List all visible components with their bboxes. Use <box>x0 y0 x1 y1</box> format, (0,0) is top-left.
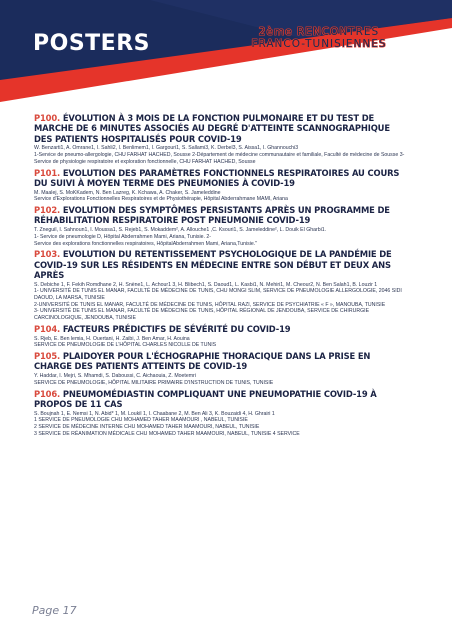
poster-affiliation: 1- UNIVERSITÉ DE TUNIS EL MANAR, FACULTÉ DE MÉDECINE DE TUNIS, CHU MONGI SLIM, SERVICE DE PNEUMOLOGIE ALLERGOLOGIE, 2046 SIDI DAOUD, LA MARSA, TUNISIE <box>34 288 402 301</box>
poster-affiliation: Service des explorations fonctionnelles respiratoires, HôpitalAbderrahmen Mami, Ariana,Tunisie." <box>34 240 258 247</box>
poster-number: P103. <box>34 249 61 260</box>
poster-title <box>34 205 408 226</box>
poster-entry <box>34 351 408 387</box>
poster-number: P104. <box>34 323 61 334</box>
poster-list <box>34 113 408 439</box>
event-title <box>234 26 404 65</box>
poster-affiliation: 1 SERVICE DE PNEUMOLOGIE CHU MOHAMED TAHER MAAMOURI , NABEUL, TUNISIE <box>34 417 248 424</box>
poster-title <box>34 389 408 410</box>
poster-title <box>34 168 408 189</box>
poster-title <box>34 249 408 280</box>
poster-affiliation: 1-Service de pneumo-allergologie, CHU FARHAT HACHED, Sousse 2-Département de médecine communautaire et familiale, Faculté de médecine de Sousse 3-Service de physiologie respiratoire et exploration fonctionnelle, CHU FARHAT HACHED, Sousse <box>34 152 405 165</box>
poster-number: P106. <box>34 388 61 399</box>
poster-entry <box>34 168 408 204</box>
page-number: Page 17 <box>32 604 77 617</box>
poster-authors: S. Boujnah 1, E. Nemsi 1, N. Abid* 1, M. Loukil 1, I. Chaabane 2, M. Ben Ali 3, K. Bouzaidi 4, H. Ghrairi 1 <box>34 410 275 417</box>
poster-entry <box>34 389 408 438</box>
page-header <box>0 0 452 102</box>
poster-entry <box>34 324 408 349</box>
event-title-line1: 2ème RENCONTRES <box>258 26 380 38</box>
poster-number: P105. <box>34 351 61 362</box>
poster-authors: T. Zneguil, I. Sahnoun1, I. Moussa1, S. Rejeb1, S. Mokaddem², A. Allouche1 ,C. Ksouri1, S. Jameleddine², L. Douik El Gharbi1. <box>34 227 327 234</box>
poster-number: P101. <box>34 167 61 178</box>
poster-affiliation: 3 SERVICE DE RÉANIMATION MÉDICALE CHU MOHAMED TAHER MAAMOURI, NABEUL, TUNISIE 4 SERVICE <box>34 430 300 437</box>
poster-entry <box>34 113 408 166</box>
poster-affiliation: SERVICE DE PNEUMOLOGIE, HÔPITAL MILITAIRE PRIMAIRE D'INSTRUCTION DE TUNIS, TUNISIE <box>34 379 274 386</box>
section-title: POSTERS <box>33 31 150 56</box>
poster-title-text: ÉVOLUTION À 3 MOIS DE LA FONCTION PULMONAIRE ET DU TEST DE MARCHE DE 6 MINUTES ASSOCIÉS AU DEGRÉ D'ATTEINTE SCANNOGRAPHIQUE DES PATIENTS HOSPITALISÉS POUR COVID-19 <box>34 113 390 144</box>
poster-authors: W. Benzarti1, A. Omrane1, I. Sahli2, I. Benlimem1, I. Gargouri1, S. Sallami3, K. Derbel3, S. Aissa1, I. Ghannouchi3 <box>34 145 299 152</box>
poster-number: P102. <box>34 205 61 215</box>
poster-title-text: EVOLUTION DES PARAMÈTRES FONCTIONNELS RESPIRATOIRES AU COURS DU SUIVI À MOYEN TERME DES PNEUMONIES À COVID-19 <box>34 167 400 188</box>
poster-affiliation: Service d'Explorations Fonctionnelles Respiratoires et de Physiothérapie, Hôpital Abderrahmane MAMI, Ariana <box>34 196 288 203</box>
poster-title <box>34 351 408 372</box>
poster-affiliation: 3- UNIVERSITÉ DE TUNIS EL MANAR, FACULTÉ DE MÉDECINE DE TUNIS, HÔPITAL RÉGIONAL DE JENDOUBA, SERVICE DE CHIRURGIE CARCINOLOGIQUE, JENDOUBA, TUNISIE <box>34 308 370 322</box>
poster-title-text: EVOLUTION DES SYMPTÔMES PERSISTANTS APRÈS UN PROGRAMME DE RÉHABILITATION RESPIRATOIRE POST PNEUMONIE COVID-19 <box>34 205 390 226</box>
poster-entry <box>34 205 408 247</box>
poster-affiliation: 2-UNIVERSITÉ DE TUNIS EL MANAR, FACULTÉ DE MÉDECINE DE TUNIS, HÔPITAL RAZI, SERVICE DE PSYCHIATRIE « F », MANOUBA, TUNISIE <box>34 301 386 308</box>
poster-affiliation: SERVICE DE PNEUMOLOGIE DE L'HÔPITAL CHARLES NICOLLE DE TUNIS <box>34 342 217 349</box>
poster-authors: S. Rjeb, E. Ben lemia, H. Ouertani, H. Zaibi, J. Ben Amar, H. Aouina <box>34 335 190 342</box>
poster-authors: Y. Haddar, I. Mejri, S. Mhamdi, S. Daboussi, C. Aichaouia, Z. Moetemri <box>34 373 196 380</box>
poster-title-text: FACTEURS PRÉDICTIFS DE SÉVÉRITÉ DU COVID-19 <box>62 323 291 334</box>
poster-title-text: PNEUMOMÉDIASTIN COMPLIQUANT UNE PNEUMOPATHIE COVID-19 À PROPOS DE 11 CAS <box>34 388 377 409</box>
poster-title <box>34 324 408 334</box>
poster-entry <box>34 249 408 322</box>
poster-authors: S. Debiche 1, F. Fekih Romdhane 2, H. Snène1, L. Achour1 3, H. Blibech1, S. Daoud1, L. Kasbi1, N. Mehiri1, M. Cheour2, N. Ben Salah1, B. Louzir 1 <box>34 281 378 288</box>
poster-affiliation: 1- Service de pneumologie D, Hôpital Abderrahmen Mami, Ariana, Tunisie. 2- <box>34 233 212 240</box>
poster-authors: M. Maalej, S. MoKKadem, N. Ben Lazreg, K. Kchawa, A. Chaker, S. Jameleddine <box>34 189 221 196</box>
poster-title <box>34 113 408 144</box>
event-title-line2: FRANCO-TUNISIENNES <box>251 38 387 50</box>
event-title-line3: DE PNEUMOLOGIE <box>275 56 363 65</box>
poster-number: P100. <box>34 113 61 123</box>
poster-affiliation: 2 SERVICE DE MÉDECINE INTERNE CHU MOHAMED TAHER MAAMOURI, NABEUL, TUNISIE <box>34 424 260 431</box>
poster-title-text: PLAIDOYER POUR L'ÉCHOGRAPHIE THORACIQUE DANS LA PRISE EN CHARGE DES PATIENTS ATTEINTS DE COVID-19 <box>34 351 371 372</box>
poster-title-text: EVOLUTION DU RETENTISSEMENT PSYCHOLOGIQUE DE LA PANDÉMIE DE COVID-19 SUR LES RÉSIDENTS EN MÉDECINE ENTRE SON DÉBUT ET DEUX ANS APRÈS <box>34 249 392 280</box>
